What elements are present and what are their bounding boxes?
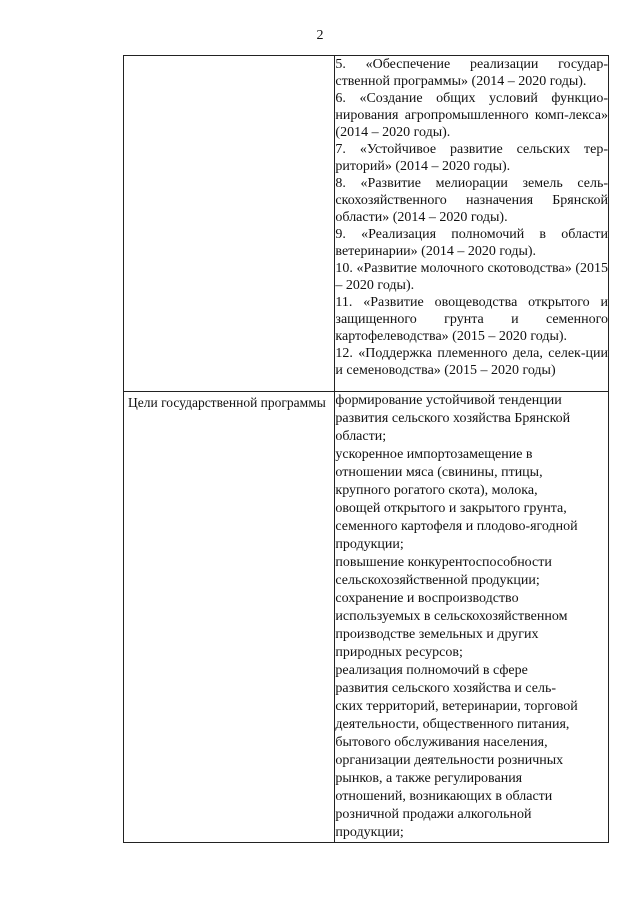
goals-label: Цели государственной программы [128, 395, 326, 410]
goal-line: ских территорий, ветеринарии, торговой [335, 699, 578, 714]
goal-line: производстве земельных и других [335, 627, 539, 642]
subprogram-item-5: 5. «Обеспечение реализации государ-ственной программы» (2014 – 2020 годы). [335, 57, 608, 89]
goal-line: овощей открытого и закрытого грунта, [335, 501, 567, 516]
goal-line: сельскохозяйственной продукции; [335, 573, 540, 588]
subprograms-list-cell [335, 56, 609, 392]
subprogram-item-12: 12. «Поддержка племенного дела, селек-ции и семеноводства» (2015 – 2020 годы) [335, 346, 608, 378]
goal-line: крупного рогатого скота), молока, [335, 483, 538, 498]
goal-line: бытового обслуживания населения, [335, 735, 548, 750]
goal-line: области; [335, 429, 387, 444]
subprogram-item-9: 9. «Реализация полномочий в области ветеринарии» (2014 – 2020 годы). [335, 227, 608, 259]
goal-line: отношении мяса (свинины, птицы, [335, 465, 543, 480]
subprogram-item-7: 7. «Устойчивое развитие сельских тер-риторий» (2014 – 2020 годы). [335, 142, 608, 174]
goal-line: сохранение и воспроизводство [335, 591, 519, 606]
goal-line: отношений, возникающих в области [335, 789, 553, 804]
goal-line: розничной продажи алкогольной [335, 807, 532, 822]
goals-label-cell [124, 392, 335, 843]
goal-line: используемых в сельскохозяйственном [335, 609, 568, 624]
goal-line: развития сельского хозяйства и сель- [335, 681, 557, 696]
goal-line: повышение конкурентоспособности [335, 555, 552, 570]
page-number: 2 [316, 28, 324, 43]
goal-line: реализация полномочий в сфере [335, 663, 528, 678]
table-row-goals [124, 392, 609, 843]
goal-line: рынков, а также регулирования [335, 771, 523, 786]
goal-line: продукции; [335, 537, 404, 552]
goals-text-cell [335, 392, 609, 843]
program-passport-table [123, 55, 609, 843]
subprogram-item-8: 8. «Развитие мелиорации земель сель-скохозяйственного назначения Брянской области» (2014 – 2020 годы). [335, 176, 608, 225]
goal-line: ускоренное импортозамещение в [335, 447, 533, 462]
goal-line: формирование устойчивой тенденции [335, 393, 562, 408]
goal-line: развития сельского хозяйства Брянской [335, 411, 571, 426]
row1-left-cell [124, 56, 335, 392]
goal-line: продукции; [335, 825, 404, 840]
goal-line: природных ресурсов; [335, 645, 463, 660]
goal-line: организации деятельности розничных [335, 753, 564, 768]
table-row-subprograms [124, 56, 609, 392]
goal-line: деятельности, общественного питания, [335, 717, 570, 732]
subprogram-item-11: 11. «Развитие овощеводства открытого и защищенного грунта и семенного картофелеводства» (2015 – 2020 годы). [335, 295, 608, 344]
goal-line: семенного картофеля и плодово-ягодной [335, 519, 578, 534]
subprogram-item-6: 6. «Создание общих условий функцио-нирования агропромышленного комп-лекса» (2014 – 2020 годы). [335, 91, 608, 140]
row1-left-label [124, 56, 334, 58]
subprogram-item-10: 10. «Развитие молочного скотоводства» (2015 – 2020 годы). [335, 261, 608, 293]
